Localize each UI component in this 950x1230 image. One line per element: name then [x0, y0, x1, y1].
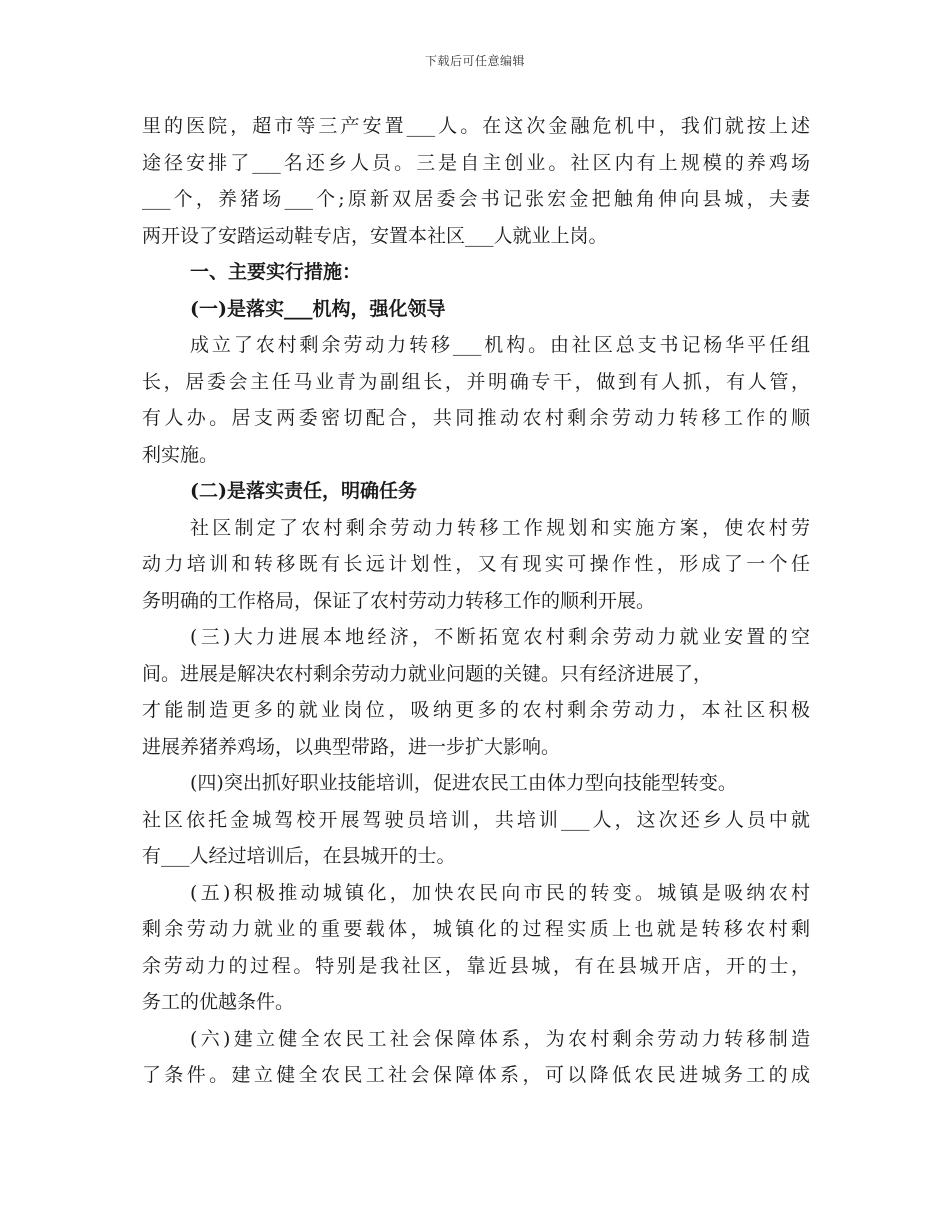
text-line: 进展养猪养鸡场，以典型带路，进一步扩大影响。 — [142, 735, 561, 758]
text-line: ___个，养猪场___个;原新双居委会书记张宏金把触角伸向县城，夫妻 — [142, 188, 810, 210]
text-line: (五)积极推动城镇化，加快农民向市民的转变。城镇是吸纳农村 — [190, 881, 810, 904]
subsection-heading: (二)是落实责任，明确任务 — [190, 480, 417, 502]
text-line: 两开设了安踏运动鞋专店，安置本社区___人就业上岗。 — [142, 224, 608, 247]
text-line: (三)大力进展本地经济，不断拓宽农村剩余劳动力就业安置的空 — [190, 626, 810, 648]
text-line: 务明确的工作格局，保证了农村劳动力转移工作的顺利开展。 — [142, 589, 656, 612]
text-line: 里的医院，超市等三产安置___人。在这次金融危机中，我们就按上述 — [142, 115, 810, 137]
section-heading: 一、主要实行措施： — [190, 261, 362, 283]
text-line: 剩余劳动力就业的重要载体，城镇化的过程实质上也就是转移农村剩 — [142, 918, 810, 940]
text-line: 务工的优越条件。 — [142, 991, 295, 1013]
text-line: 余劳动力的过程。特别是我社区，靠近县城，有在县城开店，开的士， — [142, 954, 810, 977]
text-line: 了条件。建立健全农民工社会保障体系，可以降低农民进城务工的成 — [142, 1064, 810, 1086]
text-line: 有人办。居支两委密切配合，共同推动农村剩余劳动力转移工作的顺 — [142, 407, 810, 429]
text-line: 有___人经过培训后，在县城开的士。 — [142, 845, 456, 867]
text-line: 长，居委会主任马业青为副组长，并明确专干，做到有人抓，有人管， — [142, 370, 810, 393]
text-line: 间。进展是解决农村剩余劳动力就业问题的关键。只有经济进展了， — [142, 662, 713, 685]
text-line: 社区制定了农村剩余劳动力转移工作规划和实施方案，使农村劳 — [190, 516, 810, 539]
page-header: 下载后可任意编辑 — [424, 54, 525, 68]
text-line: 动力培训和转移既有长远计划性，又有现实可操作性，形成了一个任 — [142, 553, 810, 575]
text-line: (四)突出抓好职业技能培训，促进农民工由体力型向技能型转变。 — [190, 772, 737, 794]
text-line: (六)建立健全农民工社会保障体系，为农村剩余劳动力转移制造 — [190, 1027, 810, 1050]
text-line: 利实施。 — [142, 443, 219, 466]
text-line: 社区依托金城驾校开展驾驶员培训，共培训___人，这次还乡人员中就 — [142, 808, 810, 831]
text-line: 途径安排了___名还乡人员。三是自主创业。社区内有上规模的养鸡场 — [142, 151, 810, 174]
document-body — [142, 108, 810, 1094]
subsection-heading: (一)是落实___机构，强化领导 — [190, 297, 446, 320]
text-line: 才能制造更多的就业岗位，吸纳更多的农村剩余劳动力，本社区积极 — [142, 699, 810, 721]
text-line: 成立了农村剩余劳动力转移___机构。由社区总支书记杨华平任组 — [190, 334, 810, 356]
